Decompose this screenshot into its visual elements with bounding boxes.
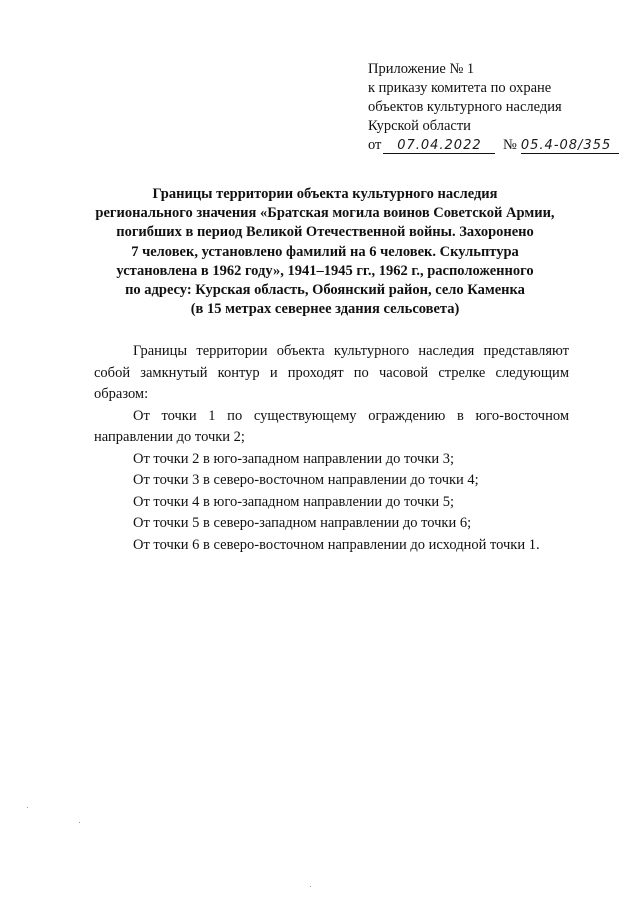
title-line: по адресу: Курская область, Обоянский район, село Каменка bbox=[125, 282, 525, 299]
boundary-point-line: От точки 3 в северо-восточном направлении до точки 4; bbox=[133, 472, 479, 488]
scan-speck bbox=[79, 822, 80, 823]
title-line: Границы территории объекта культурного наследия bbox=[152, 186, 498, 202]
appendix-region-line: Курской области bbox=[368, 118, 471, 134]
appendix-date-number-line bbox=[368, 136, 619, 155]
from-label: от bbox=[368, 137, 382, 153]
appendix-header bbox=[368, 60, 619, 155]
appendix-order-line: к приказу комитета по охране bbox=[368, 80, 552, 96]
title-line: регионального значения «Братская могила воинов Советской Армии, bbox=[95, 205, 555, 222]
scan-speck bbox=[310, 886, 311, 887]
scan-speck bbox=[27, 807, 28, 808]
appendix-title: Приложение № 1 bbox=[368, 61, 475, 77]
title-line: установлена в 1962 году», 1941–1945 гг., 1962 г., расположенного bbox=[116, 262, 534, 279]
number-label: № bbox=[503, 137, 517, 153]
title-line: 7 человек, установлено фамилий на 6 человек. Скульптура bbox=[131, 243, 519, 260]
intro-paragraph: Границы территории объекта культурного наследия представляют собой замкнутый контур и проходят по часовой стрелке следующим образом: bbox=[94, 343, 569, 402]
document-body bbox=[94, 341, 569, 556]
boundary-point-paragraph: От точки 1 по существующему ограждению в юго-восточном направлении до точки 2; bbox=[94, 407, 569, 445]
boundary-point-line: От точки 6 в северо-восточном направлении до исходной точки 1. bbox=[133, 536, 540, 553]
title-line: погибших в период Великой Отечественной войны. Захоронено bbox=[116, 224, 534, 241]
appendix-committee-line: объектов культурного наследия bbox=[368, 99, 562, 115]
boundary-point-line: От точки 2 в юго-западном направлении до точки 3; bbox=[133, 450, 455, 467]
boundary-point-line: От точки 4 в юго-западном направлении до точки 5; bbox=[133, 493, 455, 510]
order-date: 07.04.2022 bbox=[383, 138, 495, 154]
document-title bbox=[90, 185, 560, 319]
title-line: (в 15 метрах севернее здания сельсовета) bbox=[190, 301, 460, 318]
boundary-point-line: От точки 5 в северо-западном направлении до точки 6; bbox=[133, 515, 472, 531]
order-number: 05.4-08/355 bbox=[521, 138, 619, 154]
